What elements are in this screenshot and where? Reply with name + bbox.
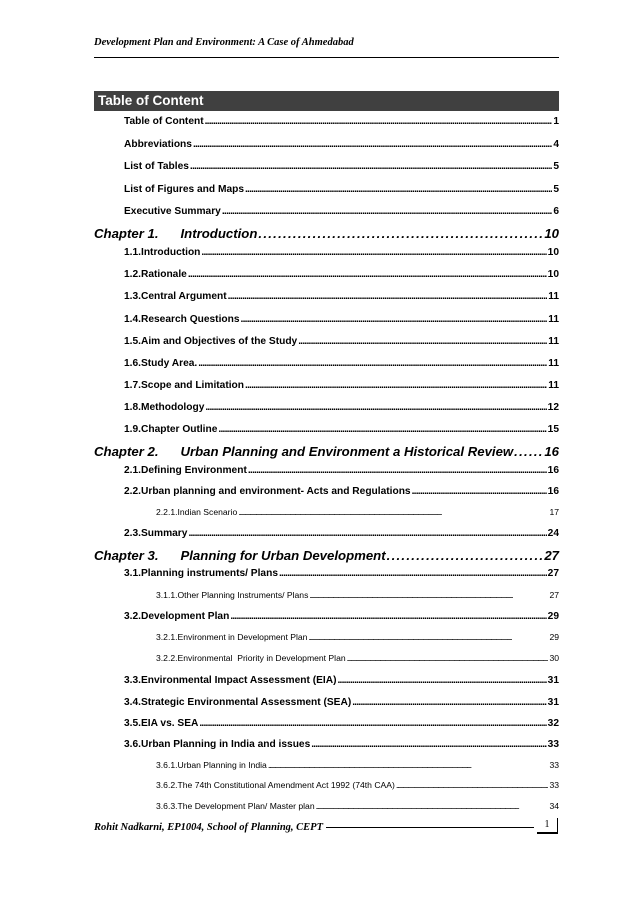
toc-entry-title: Abbreviations xyxy=(124,139,192,150)
toc-section-entry[interactable] xyxy=(124,697,559,708)
toc-chapter-entry[interactable] xyxy=(94,548,559,563)
toc-entry-title: 1.8.Methodology xyxy=(124,402,205,413)
toc-section-entry[interactable] xyxy=(124,675,559,686)
toc-entry-page: 33 xyxy=(547,739,559,750)
toc-dot-leader xyxy=(199,718,546,729)
toc-subsection-entry[interactable] xyxy=(156,507,559,517)
toc-entry-page: 29 xyxy=(547,611,559,622)
toc-section-entry[interactable] xyxy=(124,336,559,347)
toc-entry-page: 27 xyxy=(544,548,559,563)
toc-dot-leader xyxy=(387,548,544,563)
toc-subsection-entry[interactable] xyxy=(156,780,559,790)
toc-entry-title: 3.6.1.Urban Planning in India xyxy=(156,760,267,770)
toc-entry-page: 11 xyxy=(548,336,559,347)
toc-entry-title: 3.2.Development Plan xyxy=(124,611,230,622)
toc-section-entry[interactable] xyxy=(124,424,559,435)
toc-entry-page: 16 xyxy=(547,465,559,476)
toc-entry-title: 1.7.Scope and Limitation xyxy=(124,380,245,391)
toc-section-entry[interactable] xyxy=(124,568,559,579)
toc-entry-page: 24 xyxy=(547,528,559,539)
toc-section-entry[interactable] xyxy=(124,291,559,302)
toc-heading: Table of Content xyxy=(98,93,204,108)
toc-entry-title: 3.1.Planning instruments/ Plans xyxy=(124,568,278,579)
toc-section-entry[interactable] xyxy=(124,528,559,539)
toc-entry-page: 11 xyxy=(548,314,559,325)
toc-entry-title: 3.1.1.Other Planning Instruments/ Plans xyxy=(156,590,309,600)
toc-section-entry[interactable] xyxy=(124,402,559,413)
footer-author: Rohit Nadkarni, EP1004, School of Planning, CEPT xyxy=(94,822,326,833)
toc-entry-title: 3.6.2.The 74th Constitutional Amendment Act 1992 (74th CAA) xyxy=(156,780,395,790)
toc-section-entry[interactable] xyxy=(124,184,559,195)
toc-section-entry[interactable] xyxy=(124,139,559,150)
toc-entry-title: 1.5.Aim and Objectives of the Study xyxy=(124,336,298,347)
toc-dot-leader xyxy=(338,675,547,686)
toc-entry-page: 4 xyxy=(553,139,559,150)
toc-dot-leader xyxy=(308,632,548,642)
toc-entry-title: 3.5.EIA vs. SEA xyxy=(124,718,199,729)
toc-dot-leader xyxy=(201,247,546,258)
toc-dot-leader xyxy=(279,568,547,579)
toc-section-entry[interactable] xyxy=(124,116,559,127)
toc-entry-page: 33 xyxy=(549,780,559,790)
toc-entry-page: 30 xyxy=(549,653,559,663)
toc-entry-title: 1.3.Central Argument xyxy=(124,291,227,302)
toc-entry-page: 10 xyxy=(547,269,559,280)
toc-entry-page: 16 xyxy=(547,486,559,497)
toc-entry-title: 1.1.Introduction xyxy=(124,247,201,258)
toc-entry-title: 3.4.Strategic Environmental Assessment (SEA) xyxy=(124,697,352,708)
toc-entry-title: 2.2.1.Indian Scenario xyxy=(156,507,238,517)
toc-entry-title: 1.9.Chapter Outline xyxy=(124,424,218,435)
toc-section-entry[interactable] xyxy=(124,465,559,476)
toc-entry-page: 6 xyxy=(553,206,559,217)
toc-entry-page: 5 xyxy=(553,161,559,172)
toc-dot-leader xyxy=(218,424,546,435)
toc-dot-leader xyxy=(514,444,543,459)
toc-entry-title: 1.4.Research Questions xyxy=(124,314,240,325)
toc-entry-page: 12 xyxy=(547,402,559,413)
toc-dot-leader xyxy=(245,184,552,195)
toc-dot-leader xyxy=(298,336,547,347)
toc-entry-page: 31 xyxy=(547,697,559,708)
toc-entry-page: 1 xyxy=(553,116,559,127)
toc-dot-leader xyxy=(238,507,548,517)
toc-dot-leader xyxy=(396,780,549,790)
toc-chapter-entry[interactable] xyxy=(94,444,559,459)
toc-dot-leader xyxy=(316,801,549,811)
toc-section-entry[interactable] xyxy=(124,486,559,497)
toc-entry-title: 3.6.Urban Planning in India and issues xyxy=(124,739,311,750)
toc-dot-leader xyxy=(309,590,548,600)
toc-entry-page: 27 xyxy=(547,568,559,579)
toc-dot-leader xyxy=(412,486,547,497)
toc-entry-page: 16 xyxy=(544,444,559,459)
toc-dot-leader xyxy=(311,739,546,750)
toc-entry-title: 3.2.1.Environment in Development Plan xyxy=(156,632,308,642)
toc-section-entry[interactable] xyxy=(124,358,559,369)
toc-entry-page: 5 xyxy=(553,184,559,195)
toc-entry-title: List of Tables xyxy=(124,161,189,172)
toc-entry-title: 3.2.2.Environmental Priority in Development Plan xyxy=(156,653,346,663)
toc-entry-title: Table of Content xyxy=(124,116,204,127)
toc-subsection-entry[interactable] xyxy=(156,760,559,770)
toc-entry-page: 27 xyxy=(549,590,559,600)
toc-entry-page: 11 xyxy=(548,358,559,369)
toc-dot-leader xyxy=(245,380,547,391)
toc-dot-leader xyxy=(268,760,549,770)
toc-dot-leader xyxy=(188,528,546,539)
toc-section-entry[interactable] xyxy=(124,247,559,258)
toc-entry-title: Executive Summary xyxy=(124,206,221,217)
toc-entry-page: 34 xyxy=(549,801,559,811)
toc-dot-leader xyxy=(205,116,553,127)
toc-dot-leader xyxy=(248,465,547,476)
toc-entry-title: 3.3.Environmental Impact Assessment (EIA) xyxy=(124,675,337,686)
toc-section-entry[interactable] xyxy=(124,718,559,729)
toc-entry-title: Chapter 3. Planning for Urban Development xyxy=(94,548,386,563)
toc-section-entry[interactable] xyxy=(124,269,559,280)
toc-entry-page: 11 xyxy=(548,291,559,302)
toc-entry-page: 10 xyxy=(544,226,559,241)
toc-entry-page: 32 xyxy=(547,718,559,729)
footer-page-number: 1 xyxy=(537,818,558,834)
toc-section-entry[interactable] xyxy=(124,161,559,172)
toc-entry-page: 33 xyxy=(549,760,559,770)
toc-dot-leader xyxy=(193,139,552,150)
toc-entry-title: List of Figures and Maps xyxy=(124,184,244,195)
toc-dot-leader xyxy=(222,206,552,217)
toc-section-entry[interactable] xyxy=(124,739,559,750)
toc-entry-page: 29 xyxy=(549,632,559,642)
toc-chapter-entry[interactable] xyxy=(94,226,559,241)
toc-dot-leader xyxy=(198,358,547,369)
toc-section-entry[interactable] xyxy=(124,611,559,622)
toc-subsection-entry[interactable] xyxy=(156,653,559,663)
toc-dot-leader xyxy=(190,161,552,172)
toc-section-entry[interactable] xyxy=(124,380,559,391)
page-header-title: Development Plan and Environment: A Case of Ahmedabad xyxy=(94,37,354,48)
toc-entry-page: 15 xyxy=(547,424,559,435)
toc-dot-leader xyxy=(230,611,546,622)
toc-entry-title: 2.3.Summary xyxy=(124,528,188,539)
toc-entry-page: 10 xyxy=(547,247,559,258)
toc-entry-title: 1.6.Study Area. xyxy=(124,358,198,369)
toc-entry-title: Chapter 1. Introduction xyxy=(94,226,258,241)
toc-entry-title: Chapter 2. Urban Planning and Environment a Historical Review xyxy=(94,444,514,459)
toc-section-entry[interactable] xyxy=(124,314,559,325)
toc-entry-page: 17 xyxy=(549,507,559,517)
toc-dot-leader xyxy=(352,697,546,708)
toc-subsection-entry[interactable] xyxy=(156,590,559,600)
toc-dot-leader xyxy=(258,226,543,241)
toc-entry-title: 2.1.Defining Environment xyxy=(124,465,247,476)
toc-dot-leader xyxy=(188,269,547,280)
toc-subsection-entry[interactable] xyxy=(156,632,559,642)
toc-entry-title: 2.2.Urban planning and environment- Acts and Regulations xyxy=(124,486,411,497)
toc-dot-leader xyxy=(228,291,548,302)
toc-entry-page: 31 xyxy=(547,675,559,686)
toc-entry-page: 11 xyxy=(548,380,559,391)
toc-subsection-entry[interactable] xyxy=(156,801,559,811)
toc-section-entry[interactable] xyxy=(124,206,559,217)
toc-dot-leader xyxy=(347,653,549,663)
toc-entry-title: 3.6.3.The Development Plan/ Master plan xyxy=(156,801,315,811)
toc-dot-leader xyxy=(241,314,548,325)
toc-dot-leader xyxy=(205,402,546,413)
toc-entry-title: 1.2.Rationale xyxy=(124,269,187,280)
